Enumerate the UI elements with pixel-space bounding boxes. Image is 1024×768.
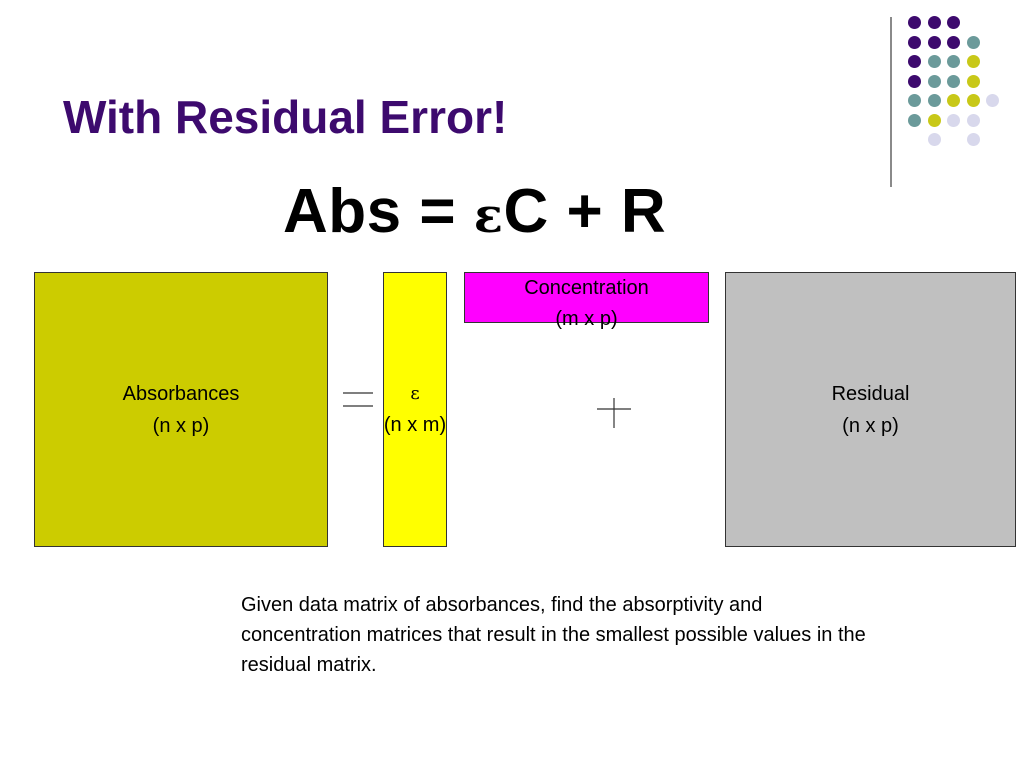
equation-left: Abs = — [283, 177, 474, 246]
decorative-dot-grid — [908, 16, 1008, 166]
decor-dot — [908, 75, 921, 88]
decor-dot — [908, 94, 921, 107]
residual-matrix — [725, 272, 1016, 547]
concentration-dims: (m x p) — [555, 308, 618, 330]
absorbances-dims: (n x p) — [152, 414, 210, 437]
concentration-label: Concentration — [524, 277, 649, 299]
absorbances-label: Absorbances — [122, 382, 240, 405]
decor-dot — [947, 75, 960, 88]
decor-dot — [967, 75, 980, 88]
equation — [283, 176, 666, 247]
decor-dot — [908, 36, 921, 49]
decor-dot — [967, 114, 980, 127]
decor-dot — [967, 94, 980, 107]
absorbances-matrix — [34, 272, 328, 547]
residual-dims: (n x p) — [842, 414, 899, 437]
decor-dot — [947, 114, 960, 127]
decor-dot — [908, 114, 921, 127]
decor-dot — [947, 94, 960, 107]
equals-sign — [342, 391, 374, 409]
header-divider-line — [890, 17, 892, 187]
epsilon-matrix-caption — [376, 380, 454, 441]
decor-dot — [908, 55, 921, 68]
decor-dot — [986, 94, 999, 107]
decor-dot — [928, 55, 941, 68]
equation-right: C + R — [503, 177, 667, 246]
concentration-matrix — [464, 272, 709, 330]
decor-dot — [928, 94, 941, 107]
explanation-text: Given data matrix of absorbances, find the absorptivity and concentration matrices that result in the smallest possible values in the residual matrix. — [241, 594, 866, 676]
decor-dot — [947, 36, 960, 49]
equation-epsilon-symbol: ε — [473, 188, 504, 244]
decor-dot — [928, 133, 941, 146]
residual-label: Residual — [831, 382, 910, 405]
epsilon-label: ε — [410, 383, 420, 404]
plus-sign — [596, 397, 632, 429]
decor-dot — [928, 114, 941, 127]
decor-dot — [947, 16, 960, 29]
decor-dot — [908, 16, 921, 29]
decor-dot — [928, 75, 941, 88]
decor-dot — [947, 55, 960, 68]
decor-dot — [928, 36, 941, 49]
decor-dot — [967, 133, 980, 146]
decor-dot — [967, 55, 980, 68]
decor-dot — [967, 36, 980, 49]
epsilon-dims: (n x m) — [383, 413, 447, 436]
decor-dot — [928, 16, 941, 29]
slide-title: With Residual Error! — [63, 91, 508, 143]
